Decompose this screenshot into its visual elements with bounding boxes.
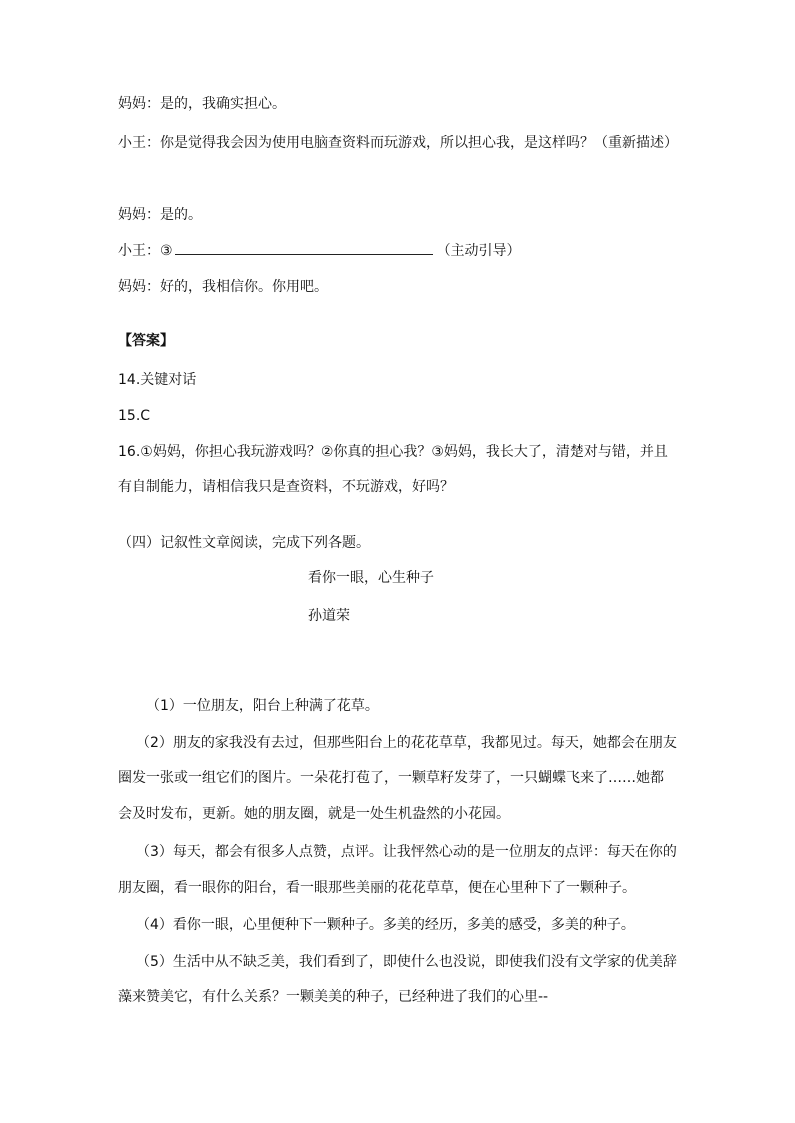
dialogue-wang-prefix: 小王：③ [118,243,173,259]
paragraph-3-line-2: 朋友圈，看一眼你的阳台，看一眼那些美丽的花花草草，便在心里种下了一颗种子。 [118,880,636,896]
answer-16-line-2: 有自制能力，请相信我只是查资料，不玩游戏，好吗？ [118,479,454,495]
answer-14: 14.关键对话 [118,372,197,388]
dialogue-mom-line-1: 妈妈：是的，我确实担心。 [118,96,286,112]
article-author: 孙道荣 [308,608,350,624]
answer-16-line-1: 16.①妈妈，你担心我玩游戏吗？②你真的担心我？③妈妈，我长大了，清楚对与错，并且 [118,444,668,460]
dialogue-wang-line-2 [118,240,521,261]
answer-blank[interactable] [175,240,433,255]
paragraph-5-line-1: （5）生活中从不缺乏美，我们看到了，即使什么也没说，即使我们没有文学家的优美辞 [136,954,677,970]
dialogue-wang-line-1: 小王：你是觉得我会因为使用电脑查资料而玩游戏，所以担心我，是这样吗？（重新描述） [118,135,678,151]
paragraph-2-line-3: 会及时发布，更新。她的朋友圈，就是一处生机盎然的小花园。 [118,806,510,822]
paragraph-2-line-2: 圈发一张或一组它们的图片。一朵花打苞了，一颗草籽发芽了，一只蝴蝶飞来了……她都 [118,770,664,786]
dialogue-wang-suffix: （主动引导） [436,243,521,259]
dialogue-mom-line-3: 妈妈：好的，我相信你。你用吧。 [118,279,328,295]
paragraph-1: （1）一位朋友，阳台上种满了花草。 [146,698,379,714]
article-title: 看你一眼，心生种子 [308,570,434,586]
paragraph-2-line-1: （2）朋友的家我没有去过，但那些阳台上的花花草草，我都见过。每天，她都会在朋友 [136,735,677,751]
dialogue-mom-line-2: 妈妈：是的。 [118,207,202,223]
paragraph-4: （4）看你一眼，心里便种下一颗种子。多美的经历，多美的感受，多美的种子。 [136,917,635,933]
section-intro: （四）记叙性文章阅读，完成下列各题。 [118,535,370,551]
answer-15: 15.C [118,408,151,424]
paragraph-3-line-1: （3）每天，都会有很多人点赞，点评。让我怦然心动的是一位朋友的点评：每天在你的 [136,844,677,860]
answer-heading: 【答案】 [118,333,174,349]
paragraph-5-line-2: 藻来赞美它，有什么关系？一颗美美的种子，已经种进了我们的心里-- [118,989,549,1005]
